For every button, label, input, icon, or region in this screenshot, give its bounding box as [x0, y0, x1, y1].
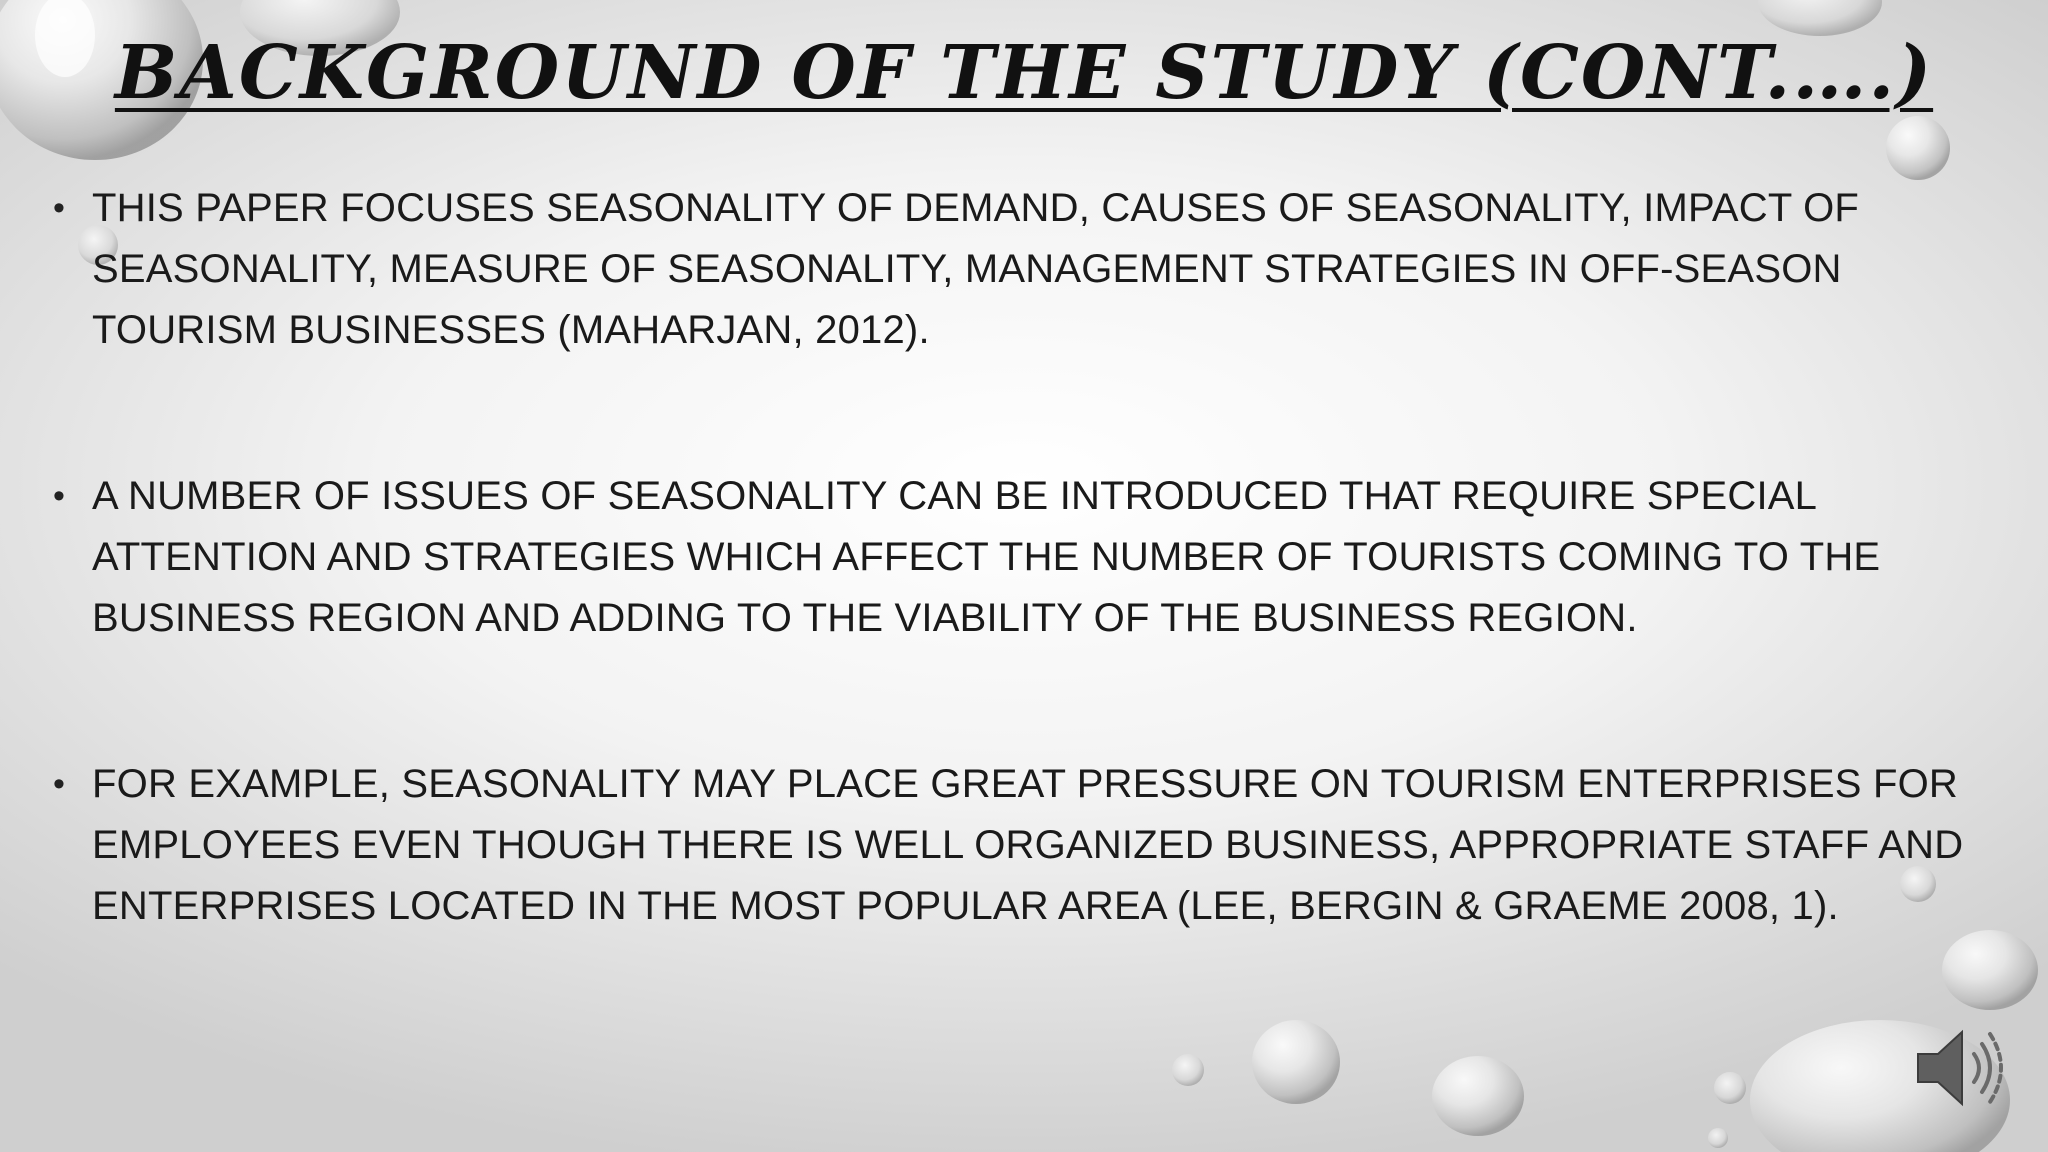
bullet-text: THIS PAPER FOCUSES SEASONALITY OF DEMAND, CAUSES OF SEASONALITY, IMPACT OF SEASONALITY, MEASURE OF SEASONALITY, MANAGEMENT STRATEGIES IN OFF-SEASON TOURISM BUSINESSES (MAHARJAN, 2012). — [92, 186, 1860, 352]
bullet-item — [48, 466, 2008, 649]
bullet-text: FOR EXAMPLE, SEASONALITY MAY PLACE GREAT PRESSURE ON TOURISM ENTERPRISES FOR EMPLOYEES EVEN THOUGH THERE IS WELL ORGANIZED BUSINESS, APPROPRIATE STAFF AND ENTERPRISES LOCATED IN THE MOST POPULAR AREA (LEE, BERGIN & GRAEME 2008, 1). — [92, 762, 1964, 928]
bullet-point-icon: • — [53, 189, 66, 227]
drop-shape — [1432, 1056, 1524, 1136]
drop-shape — [1708, 1128, 1728, 1148]
bullet-list — [48, 178, 2008, 937]
speaker-body — [1918, 1032, 1962, 1104]
bullet-item — [48, 178, 2008, 361]
bullet-point-icon: • — [53, 765, 66, 803]
drop-shape — [1942, 930, 2038, 1010]
drop-shape — [1172, 1054, 1204, 1086]
drop-shape — [1252, 1020, 1340, 1104]
speaker-icon[interactable] — [1912, 1020, 2012, 1116]
sound-wave — [1974, 1054, 1979, 1082]
bullet-item — [48, 754, 2008, 937]
sound-wave — [1982, 1044, 1990, 1092]
bullet-point-icon: • — [53, 477, 66, 515]
bullet-text: A NUMBER OF ISSUES OF SEASONALITY CAN BE INTRODUCED THAT REQUIRE SPECIAL ATTENTION AND STRATEGIES WHICH AFFECT THE NUMBER OF TOURISTS COMING TO THE BUSINESS REGION AND ADDING TO THE VIABILITY OF THE BUSINESS REGION. — [92, 474, 1881, 640]
drop-shape — [1714, 1072, 1746, 1104]
drop-shape — [1886, 116, 1950, 180]
slide-title — [0, 30, 2048, 116]
slide-title-text: BACKGROUND OF THE STUDY (CONT.….) — [114, 30, 1934, 116]
